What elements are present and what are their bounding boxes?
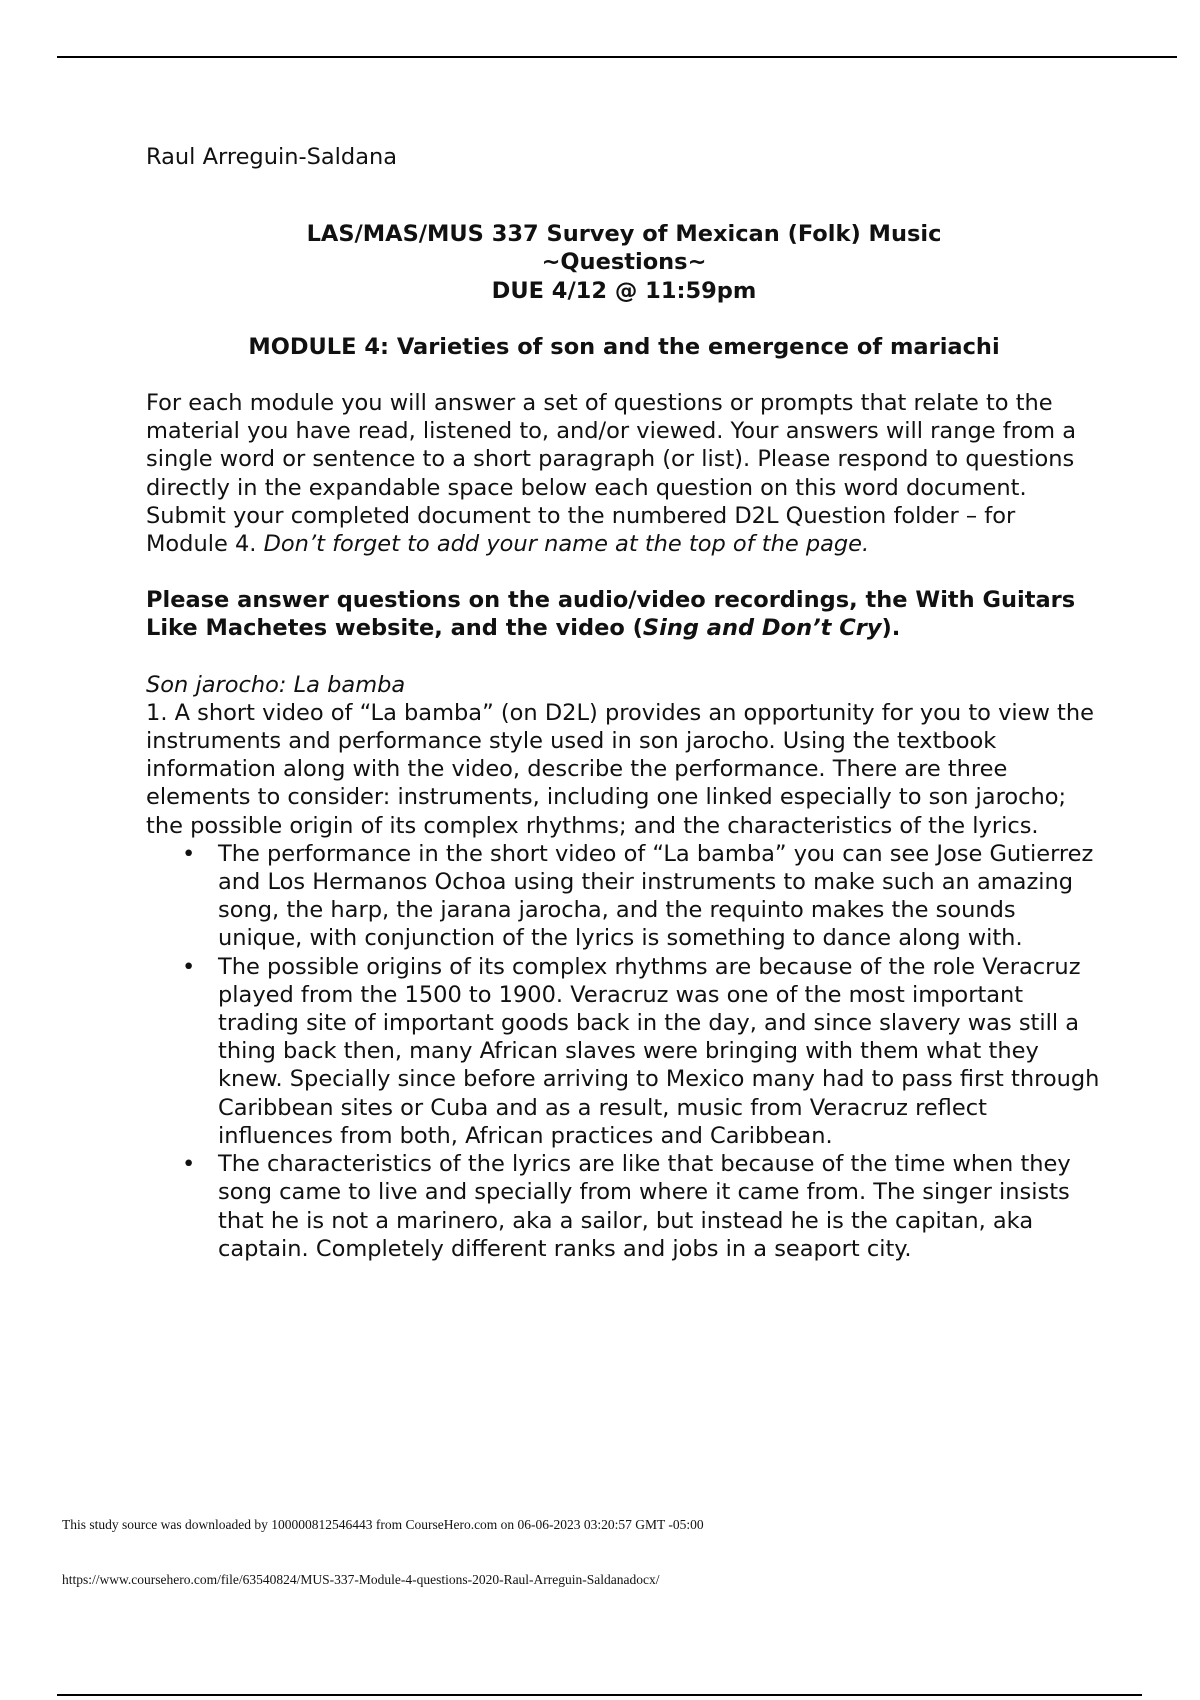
answer-item — [182, 1150, 1102, 1263]
bullet-icon: • — [182, 953, 196, 980]
answer-list — [146, 840, 1102, 1263]
intro-paragraph — [146, 389, 1102, 558]
author-name: Raul Arreguin-Saldana — [146, 144, 398, 170]
document-title — [146, 220, 1102, 305]
page-bottom-rule — [57, 1694, 1142, 1696]
section-title: Son jarocho: La bamba — [146, 671, 406, 698]
document-body — [146, 143, 1102, 1263]
answer-item — [182, 953, 1102, 1150]
bullet-icon: • — [182, 1151, 196, 1178]
due-date: DUE 4/12 @ 11:59pm — [491, 277, 757, 304]
module-heading: MODULE 4: Varieties of son and the emergence of mariachi — [248, 333, 1000, 360]
answer-text: The performance in the short video of “La bamba” you can see Jose Gutierrez and Los Hermanos Ochoa using their instruments to make such an amazing song, the harp, the jarana jarocha, and the requinto makes the sounds unique, with conjunction of the lyrics is something to dance along with. — [218, 840, 1094, 952]
instruction-suffix: ). — [881, 615, 901, 642]
course-title: LAS/MAS/MUS 337 Survey of Mexican (Folk) Music — [306, 221, 942, 248]
answer-text: The characteristics of the lyrics are like that because of the time when they song came to live and specially from where it came from. The singer insists that he is not a marinero, aka a sailor, but instead he is the capitan, aka captain. Completely different ranks and jobs in a seaport city. — [218, 1151, 1071, 1262]
bullet-icon: • — [182, 840, 196, 867]
download-notice: This study source was downloaded by 100000812546443 from CourseHero.com on 06-06-2023 03:20:57 GMT -05:00 — [62, 1517, 704, 1532]
source-url: https://www.coursehero.com/file/63540824/MUS-337-Module-4-questions-2020-Raul-Arreguin-Saldanadocx/ — [62, 1572, 660, 1587]
question-1: 1. A short video of “La bamba” (on D2L) provides an opportunity for you to view the instruments and performance style used in son jarocho. Using the textbook information along with the video, describe the performance. There are three elements to consider: instruments, including one linked especially to son jarocho; the possible origin of its complex rhythms; and the characteristics of the lyrics. — [146, 699, 1094, 839]
intro-text: For each module you will answer a set of questions or prompts that relate to the material you have read, listened to, and/or viewed. Your answers will range from a single word or sentence to a short paragraph (or list). Please respond to questions directly in the expandable space below each question on this word document. Submit your completed document to the numbered D2L Question folder – for Module 4. — [146, 390, 1077, 558]
video-title: Sing and Don’t Cry — [642, 615, 882, 642]
answer-text: The possible origins of its complex rhythms are because of the role Veracruz played from the 1500 to 1900. Veracruz was one of the most important trading site of important goods back in the day, and since slavery was still a thing back then, many African slaves were bringing with them what they knew. Specially since before arriving to Mexico many had to pass first through Caribbean sites or Cuba and as a result, music from Veracruz reflect influences from both, African practices and Caribbean. — [218, 953, 1100, 1149]
instruction-paragraph — [146, 586, 1102, 642]
page-top-rule — [57, 56, 1177, 58]
questions-subtitle: ~Questions~ — [541, 249, 707, 276]
instruction-prefix: Please answer questions on the audio/video recordings, the With Guitars Like Machetes website, and the video ( — [146, 587, 1076, 642]
intro-italic-note: Don’t forget to add your name at the top of the page. — [263, 531, 870, 558]
answer-item — [182, 840, 1102, 953]
